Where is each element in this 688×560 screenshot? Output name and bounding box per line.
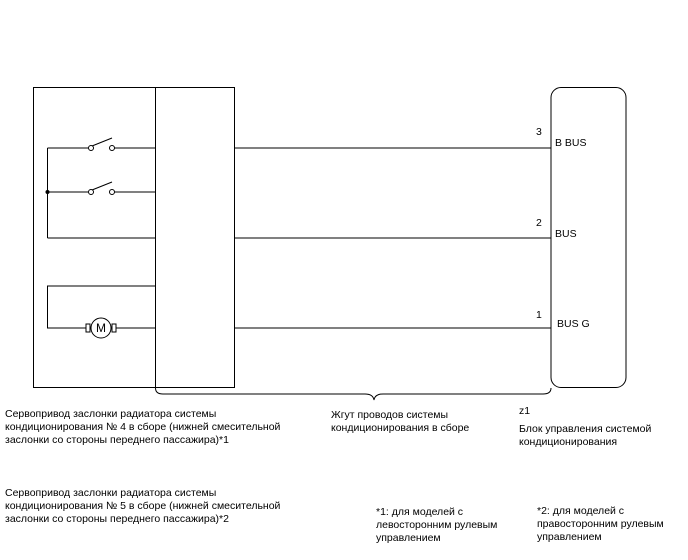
junction-dot bbox=[46, 190, 50, 194]
pin-number-3: 3 bbox=[536, 126, 542, 138]
footnote-2: *2: для моделей с правосторонним рулевым управлением bbox=[537, 505, 664, 543]
pin-number-1: 1 bbox=[536, 309, 542, 321]
signal-label-b-bus: B BUS bbox=[555, 137, 587, 149]
connector-id: z1 bbox=[519, 405, 531, 417]
harness-brace bbox=[156, 388, 552, 400]
harness-wires bbox=[235, 148, 552, 328]
footnote-1: *1: для моделей с левосторонним рулевым управлением bbox=[376, 506, 498, 544]
signal-label-bus: BUS bbox=[555, 228, 577, 240]
harness-label: Жгут проводов системы кондиционирования в сборе bbox=[331, 409, 470, 434]
motor-icon: M bbox=[96, 321, 106, 335]
switch-circuit bbox=[48, 138, 156, 238]
servo-label-1: Сервопривод заслонки радиатора системы кондиционирования № 4 в сборе (нижней смесительной заслонки со стороны переднего пассажира)*1 bbox=[5, 408, 281, 446]
signal-label-bus-g: BUS G bbox=[557, 318, 590, 330]
servo-label-2: Сервопривод заслонки радиатора системы кондиционирования № 5 в сборе (нижней смесительной заслонки со стороны переднего пассажира)*2 bbox=[5, 487, 281, 525]
pin-number-2: 2 bbox=[536, 217, 542, 229]
ecu-label: Блок управления системой кондиционирования bbox=[519, 423, 652, 448]
